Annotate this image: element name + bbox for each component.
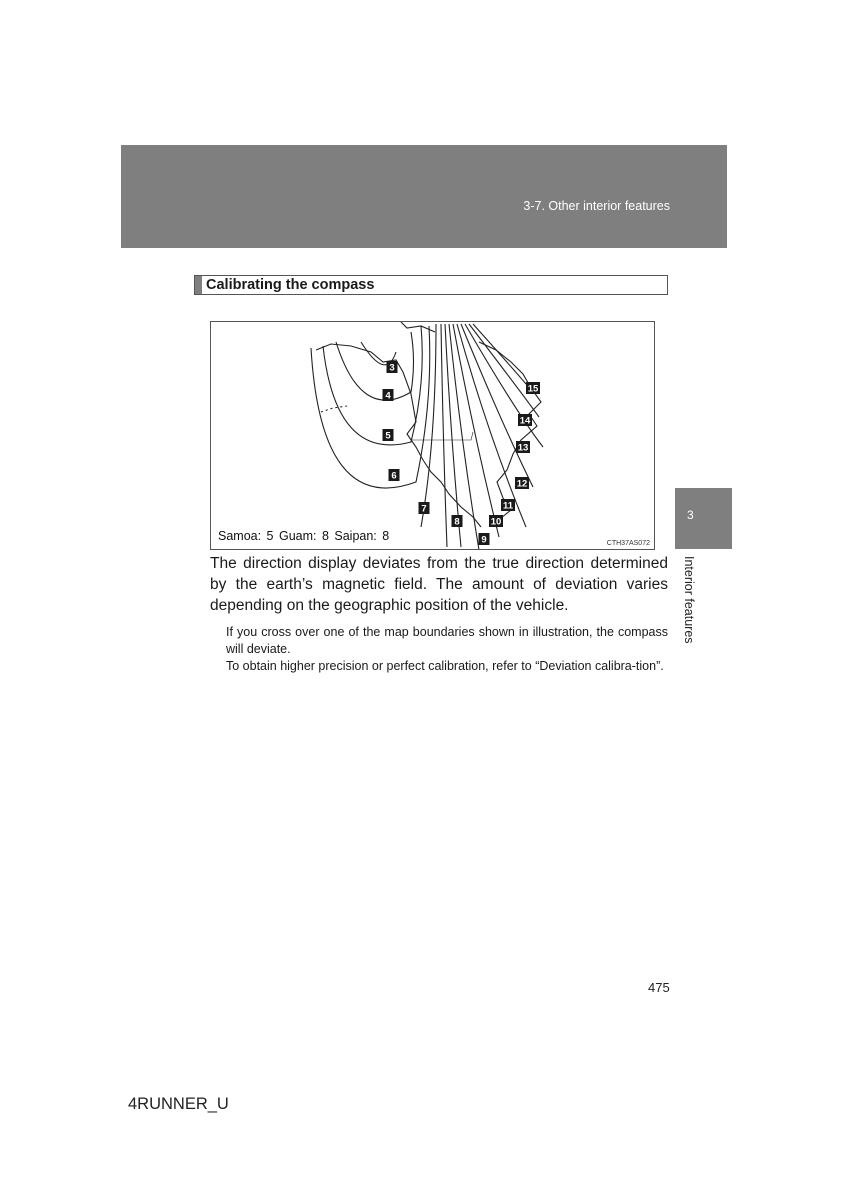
zone-boundary (473, 324, 526, 384)
svg-text:14: 14 (519, 415, 531, 427)
note-item: If you cross over one of the map boundaries shown in illustration, the compass will deviate. (226, 625, 668, 656)
note-list (226, 624, 668, 675)
zone-map-drawing (211, 322, 655, 550)
header-section-title: 3-7. Other interior features (523, 199, 670, 213)
header-band (121, 145, 727, 248)
zone-boundary (311, 326, 430, 488)
svg-text:12: 12 (516, 478, 528, 490)
svg-text:5: 5 (385, 430, 391, 442)
figure-code: CTH37AS072 (606, 540, 650, 547)
zone-number-badge (387, 361, 398, 374)
zone-number-badge (526, 382, 540, 395)
chapter-number: 3 (687, 508, 694, 522)
svg-text:15: 15 (527, 383, 539, 395)
svg-text:7: 7 (421, 503, 427, 515)
zone-number-badge (383, 389, 394, 402)
zone-number-badge (516, 441, 530, 454)
svg-text:6: 6 (391, 470, 397, 482)
zone-number-badge (479, 533, 490, 546)
svg-text:13: 13 (517, 442, 529, 454)
zone-boundary (421, 324, 436, 527)
compass-zone-map (210, 321, 655, 550)
island-chain (321, 406, 347, 412)
zone-number-badge (489, 515, 503, 528)
svg-text:4: 4 (385, 390, 391, 402)
zone-number-badge (419, 502, 430, 515)
zone-boundary (336, 332, 414, 400)
zone-number-badge (515, 477, 529, 490)
svg-text:3: 3 (389, 362, 395, 374)
coastline-detail (401, 322, 435, 332)
svg-text:8: 8 (454, 516, 460, 528)
page-number: 475 (648, 980, 670, 995)
chapter-tab (675, 488, 732, 549)
zone-number-badge (389, 469, 400, 482)
zone-boundary (441, 324, 447, 547)
note-item: To obtain higher precision or perfect calibration, refer to “Deviation calibra-tion”. (226, 659, 664, 673)
section-heading (194, 275, 668, 295)
zone-number-badge (452, 515, 463, 528)
zone-number-badge (518, 414, 532, 427)
zone-boundary (457, 324, 526, 527)
svg-text:11: 11 (502, 500, 514, 512)
islands-caption: Samoa: 5 Guam: 8 Saipan: 8 (218, 529, 390, 543)
section-title: Calibrating the compass (206, 277, 375, 293)
zone-number-badge (383, 429, 394, 442)
body-paragraph: The direction display deviates from the true direction determined by the earth’s magnetic field. The amount of deviation varies depending on the geographic position of the vehicle. (210, 555, 668, 614)
zone-number-badge (501, 499, 515, 512)
svg-text:9: 9 (481, 534, 487, 546)
state-border (411, 432, 473, 440)
zone-boundary (461, 324, 533, 487)
heading-bar (195, 276, 202, 294)
svg-text:10: 10 (490, 516, 502, 528)
chapter-title: Interior features (682, 556, 696, 644)
model-code: 4RUNNER_U (128, 1095, 229, 1113)
zone-boundary (469, 324, 539, 417)
